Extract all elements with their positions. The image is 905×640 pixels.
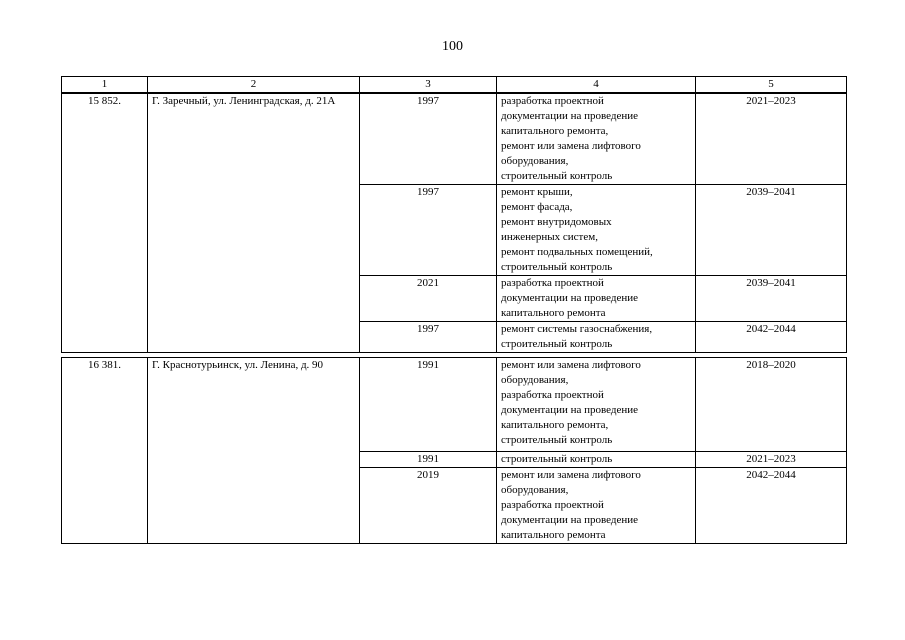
header-col-3: 3 bbox=[360, 77, 497, 93]
page-number: 100 bbox=[442, 39, 463, 54]
header-col-1: 1 bbox=[62, 77, 148, 93]
commissioning-year: 1991 bbox=[360, 358, 497, 452]
building-address: Г. Краснотурьинск, ул. Ленина, д. 90 bbox=[148, 358, 360, 544]
works-list: ремонт крыши, ремонт фасада, ремонт внутридомовых инженерных систем, ремонт подвальных помещений, строительный контроль bbox=[497, 185, 696, 276]
works-list: разработка проектной документации на проведение капитального ремонта, ремонт или замена лифтового оборудования, строительный контроль bbox=[497, 94, 696, 185]
repair-period: 2021–2023 bbox=[696, 94, 847, 185]
header-col-2: 2 bbox=[148, 77, 360, 93]
repair-period: 2039–2041 bbox=[696, 276, 847, 322]
header-row bbox=[62, 77, 847, 93]
header-col-4: 4 bbox=[497, 77, 696, 93]
building-address: Г. Заречный, ул. Ленинградская, д. 21А bbox=[148, 94, 360, 353]
building-block-1 bbox=[61, 93, 847, 353]
works-list: ремонт или замена лифтового оборудования, разработка проектной документации на проведение капитального ремонта, строительный контроль bbox=[497, 358, 696, 452]
table-row bbox=[62, 358, 847, 452]
commissioning-year: 2021 bbox=[360, 276, 497, 322]
table-header bbox=[61, 76, 847, 93]
commissioning-year: 1991 bbox=[360, 452, 497, 468]
building-number: 16 381. bbox=[62, 358, 148, 544]
commissioning-year: 1997 bbox=[360, 322, 497, 353]
commissioning-year: 1997 bbox=[360, 94, 497, 185]
repair-period: 2018–2020 bbox=[696, 358, 847, 452]
repair-period: 2042–2044 bbox=[696, 468, 847, 544]
works-list: разработка проектной документации на проведение капитального ремонта bbox=[497, 276, 696, 322]
works-list: ремонт системы газоснабжения, строительный контроль bbox=[497, 322, 696, 353]
repair-period: 2021–2023 bbox=[696, 452, 847, 468]
header-col-5: 5 bbox=[696, 77, 847, 93]
repair-period: 2042–2044 bbox=[696, 322, 847, 353]
building-number: 15 852. bbox=[62, 94, 148, 353]
works-list: строительный контроль bbox=[497, 452, 696, 468]
table-row bbox=[62, 94, 847, 185]
commissioning-year: 2019 bbox=[360, 468, 497, 544]
building-block-2 bbox=[61, 357, 847, 544]
works-list: ремонт или замена лифтового оборудования, разработка проектной документации на проведение капитального ремонта bbox=[497, 468, 696, 544]
repair-period: 2039–2041 bbox=[696, 185, 847, 276]
commissioning-year: 1997 bbox=[360, 185, 497, 276]
